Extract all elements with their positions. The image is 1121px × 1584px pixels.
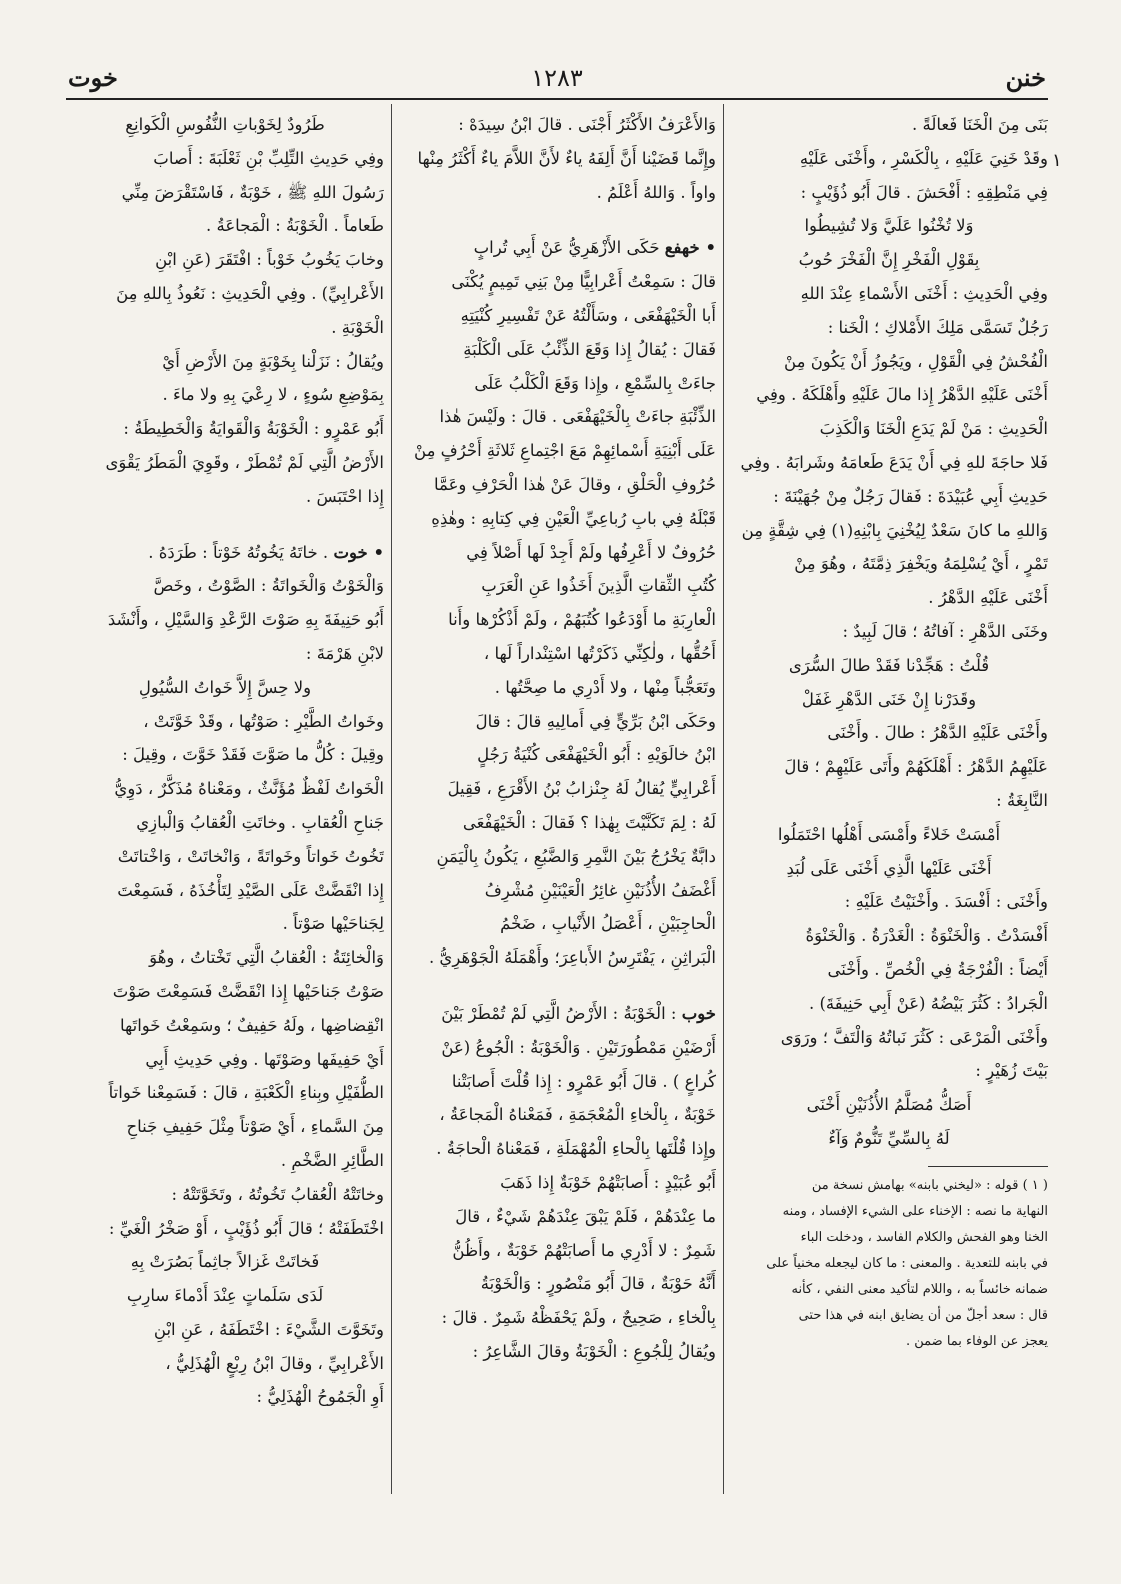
text-line: لِجَناحَيْها صَوْتاً . <box>282 914 384 934</box>
column-divider <box>391 104 392 1494</box>
text-line: أَيْضاً : الْفُرْجَةُ فِي الْخُصِّ . وأَخْنَى <box>827 959 1048 979</box>
column-right <box>730 108 1048 1468</box>
text-line: وفِي الْحَدِيثِ : أَخْنَى الأَسْماءِ عِنْدَ اللهِ <box>800 283 1048 303</box>
text-line: الْفُحْشُ فِي الْقَوْلِ ، ويَجُوزُ أَنْ يَكُونَ مِنْ <box>784 351 1048 371</box>
text-line: تَمْرٍ ، أَيْ يُسْلِمَهُ ويَخْفِرَ ذِمَّتَهُ ، وهُوَ مِنْ <box>794 554 1048 574</box>
text-line: وخَواتُ الطَّيْرِ : صَوْتُها ، وقَدْ خَوَّتَتْ ، <box>143 711 384 731</box>
text-line: أَنَّهُ حَوْبَةٌ ، قالَ أَبُو مَنْصُورٍ : وَالْخَوْبَةُ <box>480 1274 716 1294</box>
footnote-rule <box>928 1166 1048 1167</box>
text-line: قَبْلَهُ فِي بابِ رُباعِيِّ الْعَيْنِ فِي كِتابِهِ : وهٰذِهِ <box>431 508 716 528</box>
entry-headword-khhfa: خهفع <box>664 238 700 258</box>
text-line: دابَّةٌ يَخْرُجُ بَيْنَ النَّمِرِ وَالضَّبُعِ ، يَكُونُ بِالْيَمَنِ <box>436 846 716 866</box>
text-line: انْقِضاضِها ، ولَهُ حَفِيفٌ ؛ وسَمِعْتُ خَواتَها <box>119 1015 384 1035</box>
page-number: ١٢٨٣ <box>531 64 583 92</box>
entry-line <box>398 997 716 1031</box>
text-line: وَالأَعْرَفُ الأَكْثَرُ أَجْنَى . قالَ ابْنُ سِيدَهْ : <box>458 115 716 134</box>
text-line: رَجُلٌ تَسَمَّى مَلِكَ الأَمْلاكِ ؛ الْخَنا : <box>827 317 1048 337</box>
text-line: أَيْ حَفِيفَها وصَوْتَها . وفِي حَدِيثِ أَبِي <box>145 1049 384 1069</box>
text-line: ويُقالُ : نَزَلْنا بِخَوْبَةٍ مِنَ الأَرْضِ أَيْ <box>162 351 384 371</box>
footnote-line: قال : سعد أجلّ من أن يضايق ابنه في هذا حتى <box>798 1307 1048 1323</box>
text-line: طَعاماً . الْخَوْبَةُ : الْمَجاعَةُ . <box>205 216 384 236</box>
text-line: إِذا انْقَضَّتْ عَلَى الصَّيْدِ لِتَأْخُذَهُ ، فَسَمِعْتَ <box>117 880 384 900</box>
verse-line: لَهُ بِالسِّيِّ تَنُّومٌ وَآءٌ <box>828 1128 950 1148</box>
entry-mark: • <box>367 542 384 562</box>
text-line: وخابَ يَخُوبُ خَوْباً : افْتَقَرَ (عَنِ ابْنِ <box>155 250 384 270</box>
text-line: عَلَى أَبْنِيَةِ أَسْمائِهِمْ مَعَ اجْتِماعِ ثَلاثَةِ أَحْرُفٍ مِنْ <box>414 441 716 461</box>
text-line: فَلا حاجَةَ للهِ فِي أَنْ يَدَعَ طَعامَهُ وشَرابَهُ . وفِي <box>740 452 1048 472</box>
entry-text: : الْخَوْبَةُ : الأَرْضُ الَّتِي لَمْ تُمْطَرْ بَيْنَ <box>441 1003 677 1023</box>
text-line: وإِذا قُلْتَها بِالْحاءِ الْمُهْمَلَةِ ، فَمَعْناهُ الْحاجَةُ . <box>436 1139 716 1159</box>
text-line: أَفْسَدْتُ . وَالْخَنْوَةُ : الْغَدْرَةُ . وَالْخَنْوَةُ <box>805 926 1048 946</box>
text-line: ويُقالُ لِلْجُوعِ : الْخَوْبَةُ وقالَ الشَّاعِرُ : <box>472 1341 716 1361</box>
text-line: أَبُو حَنِيفَةَ بِهِ صَوْتَ الرَّعْدِ وَالسَّيْلِ ، وأَنْشَدَ <box>107 610 384 630</box>
verse-line: بِقَوْلِ الْفَخْرِ إِنَّ الْفَخْرَ حُوبُ <box>798 250 980 270</box>
header-right-word: خنن <box>1005 63 1046 92</box>
text-line: الأَعْرابِيِّ) . وفِي الْحَدِيثِ : نَعُوذُ بِاللهِ مِنَ <box>116 283 384 303</box>
running-head <box>68 60 1046 100</box>
text-line: أَبا الْخَيْهَفْعَى ، وسَأَلْتُهُ عَنْ تَفْسِيرِ كُنْيَتِهِ <box>460 305 716 325</box>
text-line: أَحُقُّها ، ولٰكِنِّي ذَكَرْتُها اسْتِنْداراً لَها ، <box>483 643 716 663</box>
header-left-word: خوت <box>68 63 118 92</box>
footnote-line: في بابنه للتعدية . والمعنى : ما كان ليجعله مخنياً على <box>766 1255 1048 1271</box>
text-line: وَاللهِ ما كانَ سَعْدٌ لِيُخْنِيَ بِابْنِهِ(١) فِي شِقَّةٍ مِن <box>741 520 1048 540</box>
text-line: وحَكَى ابْنُ بَرِّيٍّ فِي أَمالِيهِ قالَ : قالَ <box>475 711 716 731</box>
text-line: بَيْتَ زُهَيْرٍ : <box>975 1061 1048 1081</box>
text-line: وقِيلَ : كُلُّ ما صَوَّتَ فَقَدْ خَوَّتَ ، وقِيلَ : <box>122 745 384 765</box>
entry-gap <box>398 209 716 231</box>
text-line: الْبَراثِنِ ، يَفْتَرِسُ الأَباعِرَ؛ وأَهْمَلَهُ الْجَوْهَرِيُّ . <box>428 948 716 968</box>
verse-line: أَمْسَتْ خَلاءً وأَمْسَى أَهْلُها احْتَمَلُوا <box>777 824 1001 844</box>
text-line: وخاتَتْهُ الْعُقابُ تَخُوتُهُ ، وتَخَوَّتَتْهُ : <box>171 1184 384 1204</box>
margin-number: ١ <box>1052 150 1062 171</box>
text-line: مِنَ السَّماءِ ، أَيْ صَوْتاً مِثْلَ حَفِيفِ جَناحِ <box>126 1117 384 1137</box>
text-line: بِالْخاءِ ، صَحِيحٌ ، ولَمْ يَحْفَظْهُ شَمِرٌ . قالَ : <box>441 1308 716 1328</box>
text-line: وأَخْنَى : أَفْسَدَ . وأَخْنَيْتُ عَلَيْهِ : <box>844 892 1048 912</box>
text-line: حَدِيثِ أَبِي عُبَيْدَةَ : فَقالَ رَجُلٌ مِنْ جُهَيْنَةَ : <box>773 486 1048 506</box>
footnote-line: ضمانه خائساً به ، واللام لتأكيد معنى النفي ، كأنه <box>791 1281 1048 1297</box>
verse-line: أَخْنَى عَلَيْها الَّذِي أَخْنَى عَلَى لُبَدِ <box>786 858 992 878</box>
text-line: ابْنُ خالَوَيْهِ : أَبُو الْخَيْهَفْعَى كُنْيَةُ رَجُلٍ <box>477 745 716 765</box>
text-line: كُراعٍ ) . قالَ أَبُو عَمْرٍو : إِذا قُلْتَ أَصابَتْنا <box>451 1071 716 1091</box>
text-line: قالَ : سَمِعْتُ أَعْرابِيًّا مِنْ بَنِي تَمِيمٍ يُكْنَى <box>451 272 716 292</box>
text-line: فِي مَنْطِقِهِ : أَفْحَشَ . قالَ أَبُو ذُؤَيْبٍ : <box>800 182 1048 202</box>
text-line: أَبُو عَمْرٍو : الْخَوْبَةُ وَالْقَوايَةُ وَالْخَطِيطَةُ : <box>123 419 384 439</box>
text-line: النَّابِغَةُ : <box>996 790 1048 810</box>
verse-line: طَرُودٌ لِخَوْباتِ النُّفُوسِ الْكَوانِعِ <box>125 115 325 134</box>
text-line: لَهُ : لِمَ تَكَنَّيْتَ بِهٰذا ؟ فَقالَ : الْخَيْهَفْعَى <box>462 812 716 832</box>
entry-text: حَكَى الأَزْهَرِيُّ عَنْ أَبِي تُرابٍ <box>473 238 660 258</box>
text-line: إِذا احْتَبَسَ . <box>305 486 384 506</box>
entry-headword-khwb: خوب <box>681 1003 716 1023</box>
entry-text: . خاتَهُ يَخُوتُهُ خَوْتاً : طَرَدَهُ . <box>148 542 329 562</box>
verse-line: قُلْتُ : هَجِّدْنا فَقَدْ طالَ السُّرَى <box>788 655 990 675</box>
text-line: عَلَيْهِمُ الدَّهْرُ : أَهْلَكَهُمْ وأَتَى عَلَيْهِمْ ؛ قالَ <box>784 757 1048 777</box>
text-line: صَوْتُ جَناحَيْها إِذا انْقَضَّتْ فَسَمِعْتَ صَوْتَ <box>112 981 384 1001</box>
text-line: الأَرْضُ الَّتِي لَمْ تُمْطَرْ ، وقَوِيَ الْمَطَرُ يَقْوَى <box>105 452 384 472</box>
verse-line: وَلا تُخْنُوا عَلَيَّ وَلا تُشِيطُوا <box>804 216 974 236</box>
text-line: شَمِرٌ : لا أَدْرِي ما أَصابَتْهُمْ خَوْبَةٌ ، وأَظُنُّ <box>452 1240 716 1260</box>
footnote-line: الخنا وهو الفحش والكلام الفاسد ، ودخلت الباء <box>800 1229 1048 1245</box>
text-line: فَقالَ : يُقالُ إِذا وَقَعَ الذِّئْبُ عَلَى الْكَلْبَةِ <box>463 339 716 359</box>
entry-line <box>66 536 384 570</box>
text-line: أَغْضَفُ الأُذُنَيْنِ غائِرُ الْعَيْنَيْنِ مُشْرِفُ <box>484 880 716 900</box>
text-line: الْحَدِيثِ : مَنْ لَمْ يَدَعِ الْخَنَا وَالْكَذِبَ <box>819 419 1048 439</box>
verse-line: وقَدَرْنا إِنْ خَنَى الدَّهْرِ غَفَلْ <box>801 689 977 709</box>
column-middle <box>398 108 716 1468</box>
text-line: أَوِ الْجَمُوحُ الْهُذَلِيُّ : <box>256 1387 384 1407</box>
text-line: الْخَواتُ لَفْظٌ مُؤَنَّثٌ ، ومَعْناهُ مُذَكَّرٌ ، دَوِيُّ <box>114 779 384 799</box>
text-line: وقَدْ خَنِيَ عَلَيْهِ ، بِالْكَسْرِ ، وأَخْنَى عَلَيْهِ <box>799 148 1048 168</box>
entry-gap <box>66 514 384 536</box>
text-line: الْخَوْبَةِ . <box>331 317 384 337</box>
text-line: وَالْخَوْتُ وَالْخَواتَةُ : الصَّوْتُ ، وخَصَّ <box>153 576 384 596</box>
entry-gap <box>398 975 716 997</box>
text-line: الطُّفَيْلِ وبِناءِ الْكَعْبَةِ ، قالَ : فَسَمِعْنا خَواتاً <box>108 1083 384 1103</box>
footnote-line: يعجز عن الوفاء بما ضمن . <box>905 1333 1048 1349</box>
text-line: أَرْضَيْنِ مَمْطُورَتَيْنِ . وَالْخَوْبَةُ : الْجُوعُ (عَنْ <box>441 1037 716 1057</box>
text-line: حُرُوفِ الْحَلْقِ ، وقالَ عَنْ هٰذا الْحَرْفِ وعَمَّا <box>434 474 716 494</box>
text-line: وتَعَجُّباً مِنْها ، ولا أَدْرِي ما صِحَّتُها . <box>494 677 716 697</box>
text-line: لابْنِ هَرْمَةَ : <box>305 643 384 663</box>
verse-line: لَدَى سَلَماتٍ عِنْدَ أَدْماءَ سارِبِ <box>126 1286 324 1306</box>
text-line: وخَنَى الدَّهْرِ : آفاتُهُ ؛ قالَ لَبِيدٌ : <box>842 621 1048 641</box>
column-left <box>66 108 384 1468</box>
text-line: وأَخْنَى الْمَرْعَى : كَثُرَ نَباتُهُ وَالْتَفَّ ؛ ورَوَى <box>780 1027 1048 1047</box>
text-line: رَسُولَ اللهِ ﷺ ، خَوْبَةٌ ، فَاسْتَقْرَضَ مِنِّي <box>121 182 384 202</box>
text-line: الطَّائِرِ الضَّخْمِ . <box>280 1150 384 1170</box>
text-line: تَخُوتُ خَواتاً وخَواتَةً ، وَانْخاتَتْ ، وَاخْتاتَتْ <box>117 846 384 866</box>
header-rule <box>66 98 1048 100</box>
text-line: واواً . وَاللهُ أَعْلَمُ . <box>596 182 716 202</box>
text-line: وتَخَوَّتَ الشَّيْءَ : اخْتَطَفَهُ ، عَنِ ابْنِ <box>153 1319 384 1339</box>
entry-mark: • <box>699 238 716 258</box>
verse-line: ولا حِسَّ إِلاَّ خَواتُ السُّيُولِ <box>138 677 312 697</box>
text-line: الأَعْرابِيِّ ، وقالَ ابْنُ رِبْعٍ الْهُذَلِيُّ ، <box>165 1353 384 1373</box>
footnote-line: النهاية ما نصه : الإخناء على الشيء الإفساد ، ومنه <box>782 1203 1048 1219</box>
footnote-line: ( ١ ) قوله : «ليخني بابنه» بهامش نسخة من <box>811 1177 1048 1193</box>
text-line: بِمَوْضِعِ سُوءٍ ، لا رِعْيَ بِهِ ولا ماءَ . <box>162 385 384 405</box>
text-line: أَبُو عُبَيْدٍ : أَصابَتْهُمْ خَوْبَةٌ إِذا ذَهَبَ <box>500 1172 716 1192</box>
text-line: وأَخْنَى عَلَيْهِ الدَّهْرُ : طالَ . وأَخْنَى <box>827 723 1048 743</box>
text-line: أَخْنَى عَلَيْهِ الدَّهْرُ إِذا مالَ عَلَيْهِ وأَهْلَكَهُ . وفِي <box>756 385 1048 405</box>
text-line: حُرُوفٌ لا أَعْرِفُها ولَمْ أَجِدْ لَها أَصْلاً فِي <box>466 542 716 562</box>
text-line: وإِنَّما قَضَيْنا أَنَّ أَلِفَهُ ياءٌ لأَنَّ اللاَّمَ ياءٌ أَكْثَرُ مِنْها <box>417 148 716 168</box>
text-line: وفِي حَدِيثِ التِّلِبِّ بْنِ ثَعْلَبَةَ : أَصابَ <box>153 148 384 168</box>
text-line: الْحاجِبَيْنِ ، أَعْصَلُ الأَنْيابِ ، ضَخْمُ <box>500 914 716 934</box>
text-line: جَناحِ الْعُقابِ . وخاتَتِ الْعُقابُ وَالْبازِي <box>136 812 384 832</box>
text-line: أَعْرابِيٍّ يُقالُ لَهُ جِنْزابُ بْنُ الأَقْرَعِ ، فَقِيلَ <box>447 779 716 799</box>
text-line: الْعارِبَةِ ما أَوْدَعُوا كُتُبَهُمْ ، ولَمْ أَذْكُرْها وأَنا <box>448 610 716 630</box>
verse-line: فَخاتَتْ غَزالاً جاثِماً بَصُرَتْ بِهِ <box>130 1252 320 1272</box>
column-divider <box>723 104 724 1494</box>
text-line: جاءَتْ بِالسِّمْعِ ، وإِذا وَقَعَ الْكَلْبُ عَلَى <box>474 373 716 393</box>
text-line: الْجَرادُ : كَثُرَ بَيْضُهُ (عَنْ أَبِي حَنِيفَةَ) . <box>808 993 1048 1013</box>
text-line: ما عِنْدَهُمْ ، فَلَمْ يَبْقَ عِنْدَهُمْ شَيْءٌ ، قالَ <box>455 1206 716 1226</box>
text-line: الذِّئْبَةِ جاءَتْ بِالْخَيْهَفْعَى . قالَ : ولَيْسَ هٰذا <box>439 407 716 427</box>
text-line: خَوْبَةٌ ، بِالْخاءِ الْمُعْجَمَةِ ، فَمَعْناهُ الْمَجاعَةُ ، <box>439 1105 716 1125</box>
entry-line <box>398 231 716 265</box>
text-line: كُتُبِ الثِّقاتِ الَّذِينَ أَخَذُوا عَنِ الْعَرَبِ <box>481 576 716 596</box>
text-line: اخْتَطَفَتْهُ ؛ قالَ أَبُو ذُؤَيْبٍ ، أَوْ صَخْرُ الْغَيِّ : <box>108 1218 384 1238</box>
verse-line: أَصَكُّ مُصَلَّمُ الأُذُنَيْنِ أَخْنَى <box>806 1095 972 1115</box>
entry-headword-khwt: خوت <box>333 542 368 562</box>
text-line: أَخْنَى عَلَيْهِ الدَّهْرُ . <box>928 588 1048 608</box>
text-line: بَنَى مِنَ الْخَنَا فَعالَةً . <box>912 115 1048 134</box>
text-line: وَالْخائِتَةُ : الْعُقابُ الَّتِي تَخْتاتُ ، وهُوَ <box>149 948 384 968</box>
